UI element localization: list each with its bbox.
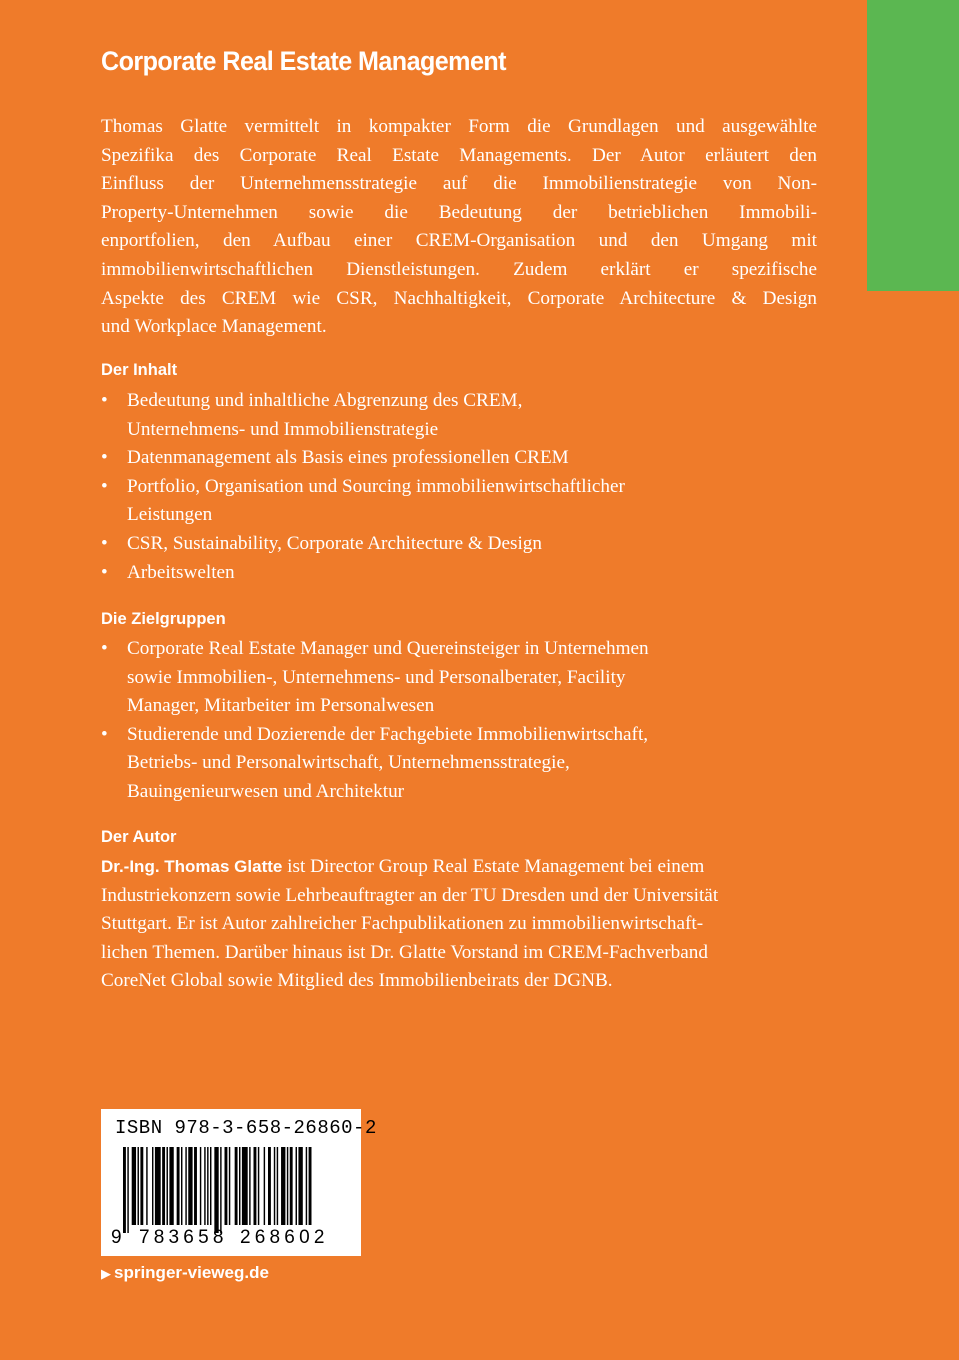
barcode-bar [249, 1147, 250, 1225]
barcode-bar [127, 1147, 128, 1233]
author-bio-line: lichen Themen. Darüber hinaus ist Dr. Glatte Vorstand im CREM-Fachverband [101, 941, 708, 963]
list-item-line: Portfolio, Organisation und Sourcing immobilienwirtschaftlicher [127, 475, 625, 497]
barcode-bar [254, 1147, 257, 1225]
barcode-bar [214, 1147, 218, 1233]
barcode-bar [296, 1147, 297, 1225]
bullet-icon: • [101, 532, 108, 554]
barcode-bar [306, 1147, 307, 1225]
bullet-icon: • [101, 475, 108, 497]
list-item-line: CSR, Sustainability, Corporate Architecture & Design [127, 532, 542, 554]
author-bio-line [101, 853, 817, 882]
bullet-icon: • [101, 561, 108, 583]
inhalt-heading: Der Inhalt [101, 361, 178, 379]
inhalt-list [101, 387, 817, 587]
barcode-bar [281, 1147, 285, 1225]
list-item-line: Datenmanagement als Basis eines professionellen CREM [127, 447, 569, 469]
book-description [101, 113, 817, 342]
list-item-line: Leistungen [127, 504, 213, 526]
barcode-bar [210, 1147, 211, 1225]
barcode-bar [258, 1147, 259, 1225]
bullet-icon: • [101, 723, 108, 745]
bullet-icon: • [101, 447, 108, 469]
description-line: und Workplace Management. [101, 316, 327, 338]
barcode-bar [200, 1147, 201, 1225]
barcode-bar [132, 1147, 136, 1225]
author-bio-line: CoreNet Global sowie Mitglied des Immobilienbeirats der DGNB. [101, 970, 613, 992]
list-item-line: Studierende und Dozierende der Fachgebiete Immobilienwirtschaft, [127, 723, 649, 745]
author-bio [101, 853, 817, 996]
barcode-bar [169, 1147, 173, 1225]
barcode-bar [268, 1147, 271, 1225]
barcode-bar [138, 1147, 139, 1225]
author-name: Dr.-Ing. Thomas Glatte [101, 857, 283, 876]
barcode-bar [146, 1147, 147, 1225]
list-item-line: Bedeutung und inhaltliche Abgrenzung des CREM, [127, 390, 523, 411]
list-item-line: sowie Immobilien-, Unternehmens- und Personalberater, Facility [127, 666, 626, 688]
author-bio-line: Stuttgart. Er ist Autor zahlreicher Fachpublikationen zu immobilienwirtschaft- [101, 913, 704, 935]
barcode-bar [181, 1147, 182, 1225]
barcode-bar [239, 1147, 240, 1225]
autor-heading: Der Autor [101, 828, 177, 846]
list-item-line: Unternehmens- und Immobilienstrategie [127, 418, 439, 440]
barcode-bar [140, 1147, 143, 1225]
list-item-line: Betriebs- und Personalwirtschaft, Unternehmensstrategie, [127, 752, 570, 774]
list-item-line: Bauingenieurwesen und Architektur [127, 780, 405, 802]
description-line: Spezifika des Corporate Real Estate Managements. Der Autor erläutert den [101, 144, 817, 166]
barcode-bar [298, 1147, 302, 1225]
description-line: immobilienwirtschaftlichen Dienstleistungen. Zudem erklärt er spezifische [101, 258, 817, 280]
list-item [101, 721, 817, 807]
accent-tab [867, 0, 959, 291]
barcode-bar [225, 1147, 228, 1225]
barcode-bar [188, 1147, 192, 1225]
description-line: enportfolien, den Aufbau einer CREM-Organisation und den Umgang mit [101, 230, 817, 252]
isbn-barcode [101, 1109, 377, 1256]
description-line: Thomas Glatte vermittelt in kompakter Form die Grundlagen und ausgewählte [101, 116, 817, 137]
description-line: Einfluss der Unternehmensstrategie auf die Immobilienstrategie von Non- [101, 173, 817, 195]
author-bio-line: Industriekonzern sowie Lehrbeauftragter an der TU Dresden und der Universität [101, 884, 719, 906]
isbn-label: ISBN 978-3-658-26860-2 [115, 1117, 377, 1139]
barcode-bar [123, 1147, 126, 1233]
list-item-line: Manager, Mitarbeiter im Personalwesen [127, 695, 435, 717]
barcode-bar [287, 1147, 288, 1225]
bullet-icon: • [101, 390, 108, 411]
bullet-icon: • [101, 638, 108, 659]
barcode-bar [152, 1147, 153, 1225]
barcode-bar [290, 1147, 293, 1225]
barcode-bar [155, 1147, 161, 1225]
barcode-bar [277, 1147, 278, 1225]
barcode-bar [242, 1147, 248, 1225]
barcode-bar [167, 1147, 168, 1225]
zielgruppen-list [101, 635, 817, 807]
barcode-bar [274, 1147, 275, 1225]
publisher-link-text: springer-vieweg.de [114, 1263, 269, 1282]
barcode-digit-prefix: 9 [111, 1227, 122, 1248]
barcode-bar [177, 1147, 180, 1225]
zielgruppen-heading: Die Zielgruppen [101, 610, 226, 628]
barcode-bar [264, 1147, 265, 1225]
barcode-bar [194, 1147, 197, 1225]
barcode-bar [162, 1147, 165, 1225]
barcode-bar [207, 1147, 208, 1225]
list-item [101, 387, 817, 444]
barcode-bar [309, 1147, 312, 1225]
list-item [101, 473, 817, 530]
barcode-bar [220, 1147, 221, 1233]
list-item [101, 444, 817, 473]
list-item-line: Arbeitswelten [127, 561, 235, 583]
book-title: Corporate Real Estate Management [101, 46, 506, 76]
description-line: Property-Unternehmen sowie die Bedeutung der betrieblichen Immobili- [101, 201, 817, 223]
barcode-bar [229, 1147, 230, 1225]
list-item-line: Corporate Real Estate Manager und Quereinsteiger in Unternehmen [127, 638, 649, 659]
barcode-bar [204, 1147, 205, 1225]
list-item [101, 635, 817, 721]
play-arrow-icon: ▶ [101, 1266, 111, 1281]
barcode-bar [235, 1147, 238, 1225]
author-bio-first-line: ist Director Group Real Estate Management bei einem [282, 856, 705, 877]
barcode-digits-left: 783658 [139, 1227, 228, 1248]
list-item [101, 559, 817, 588]
list-item [101, 530, 817, 559]
publisher-link[interactable] [101, 1263, 269, 1283]
barcode-bar [185, 1147, 186, 1225]
description-line: Aspekte des CREM wie CSR, Nachhaltigkeit, Corporate Architecture & Design [101, 287, 817, 309]
barcode-digits-right: 268602 [240, 1227, 329, 1248]
